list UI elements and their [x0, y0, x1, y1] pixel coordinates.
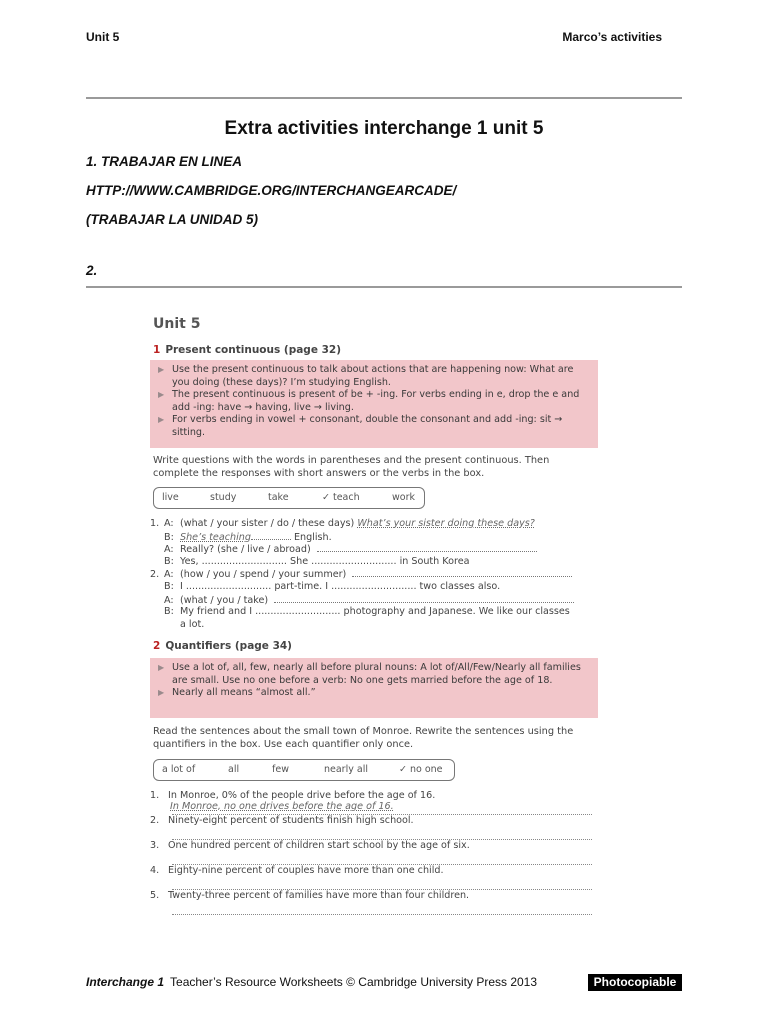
header-author: Marco’s activities: [562, 30, 662, 44]
sentence-item: [150, 865, 444, 876]
speaker: A:: [164, 518, 174, 529]
section2-word-box: [153, 759, 455, 781]
speaker: B:: [164, 555, 174, 567]
top-divider: [86, 97, 682, 99]
line-text: English.: [293, 531, 332, 543]
line-number: 2.: [150, 569, 160, 581]
line-text: a lot.: [180, 618, 205, 630]
section1-word-box: [153, 487, 425, 509]
box-word: live: [162, 492, 179, 503]
speaker: B:: [164, 581, 174, 592]
section2-number: 2: [153, 640, 161, 652]
exercise-line: [150, 568, 572, 580]
speaker: B:: [164, 606, 174, 618]
box-word: work: [392, 492, 415, 503]
exercise-line: [150, 619, 204, 630]
sentence-number: 3.: [150, 840, 160, 851]
section2-instruction: Read the sentences about the small town of Monroe. Rewrite the sentences using the quantifiers in the box. Use each quantifier only once.: [153, 726, 574, 750]
sentence-item: [150, 890, 469, 901]
section1-grammar-box: [150, 360, 598, 448]
sentence-text: One hundred percent of children start school by the age of six.: [168, 840, 470, 851]
grammar-point: ▶ Use the present continuous to talk about actions that are happening now: What are you doing (these days)? I’m studying English.: [158, 364, 592, 389]
box-word: a lot of: [162, 764, 196, 775]
footer-credit: [86, 975, 537, 989]
item-url: HTTP://WWW.CAMBRIDGE.ORG/INTERCHANGEARCADE/: [86, 183, 457, 198]
exercise-line: [150, 556, 470, 567]
line-text: My friend and I ............................ photography and Japanese. We like our classes: [180, 606, 570, 618]
box-word: ✓ no one: [399, 764, 443, 775]
box-word: nearly all: [324, 764, 368, 775]
footer-text: Teacher’s Resource Worksheets © Cambridge University Press 2013: [170, 975, 538, 989]
section2-label: Quantifiers (page 34): [165, 640, 292, 652]
sentence-number: 4.: [150, 865, 160, 876]
exercise-line: [150, 581, 500, 592]
sentence-item: [150, 790, 435, 801]
box-word: ✓ teach: [322, 492, 360, 503]
sentence-text: Twenty-three percent of families have more than four children.: [168, 890, 470, 901]
sentence-item: [150, 840, 470, 851]
handwritten-answer: In Monroe, no one drives before the age of 16.: [170, 801, 394, 812]
line-number: 1.: [150, 518, 160, 529]
item-two: 2.: [86, 263, 98, 278]
answer-blank: [251, 531, 291, 540]
answer-line: [172, 914, 592, 915]
line-text: (what / you / take): [180, 594, 269, 606]
photocopiable-badge: Photocopiable: [588, 974, 682, 991]
line-text: Really? (she / live / abroad): [180, 544, 311, 556]
section2-grammar-box: [150, 658, 598, 718]
sentence-text: In Monroe, 0% of the people drive before the age of 16.: [168, 790, 436, 801]
speaker: A:: [164, 569, 174, 581]
line-text: Yes, ............................ She ............................ in South Korea: [180, 555, 470, 567]
worksheet-unit: Unit 5: [153, 316, 201, 332]
grammar-point: ▶ For verbs ending in vowel + consonant, double the consonant and add -ing: sit → sitting.: [158, 414, 592, 439]
header-unit: Unit 5: [86, 30, 120, 44]
section2-title: [153, 640, 292, 652]
footer-book: Interchange 1: [86, 975, 165, 989]
item-unit-note: (TRABAJAR LA UNIDAD 5): [86, 212, 258, 227]
sentence-number: 1.: [150, 790, 160, 801]
box-word: study: [210, 492, 237, 503]
sentence-text: Eighty-nine percent of couples have more than one child.: [168, 865, 444, 876]
mid-divider: [86, 286, 682, 288]
sentence-number: 5.: [150, 890, 160, 901]
section1-number: 1: [153, 344, 161, 356]
grammar-point: ▶ Use a lot of, all, few, nearly all before plural nouns: A lot of/All/Few/Nearly all families are small. Use no one before a verb: No one gets married before the age of 18.: [158, 662, 592, 687]
speaker: A:: [164, 544, 174, 556]
line-text: I ............................ part-time. I ............................ two classes also.: [180, 581, 501, 592]
grammar-point: ▶ The present continuous is present of be + -ing. For verbs ending in e, drop the e and add -ing: have → having, live → living.: [158, 389, 592, 414]
grammar-point: ▶ Nearly all means “almost all.”: [158, 687, 592, 700]
box-word: take: [268, 492, 289, 503]
exercise-line: [150, 606, 570, 617]
answer-blank: [274, 594, 574, 603]
box-word: few: [272, 764, 289, 775]
box-word: all: [228, 764, 240, 775]
page-title: Extra activities interchange 1 unit 5: [224, 118, 544, 139]
section1-label: Present continuous (page 32): [165, 344, 342, 356]
exercise-line: [150, 531, 332, 543]
worksheet-scan: [150, 310, 600, 930]
section1-instruction: Write questions with the words in parentheses and the present continuous. Then complete the responses with short answers or the verbs in the box.: [153, 455, 550, 479]
handwritten-answer: She’s teaching: [180, 531, 251, 543]
handwritten-answer: What’s your sister doing these days?: [357, 518, 535, 529]
answer-blank: [317, 543, 537, 552]
speaker: A:: [164, 594, 174, 606]
sentence-item: [150, 815, 414, 826]
sentence-text: Ninety-eight percent of students finish high school.: [168, 815, 414, 826]
item-online: 1. TRABAJAR EN LINEA: [86, 154, 243, 169]
section1-title: [153, 344, 341, 356]
exercise-line: [150, 518, 535, 529]
line-text: (how / you / spend / your summer): [180, 569, 347, 581]
speaker: B:: [164, 531, 174, 543]
exercise-line: [150, 543, 537, 555]
answer-blank: [352, 568, 572, 577]
exercise-line: [150, 594, 574, 606]
line-text: (what / your sister / do / these days): [180, 518, 355, 529]
sentence-number: 2.: [150, 815, 160, 826]
